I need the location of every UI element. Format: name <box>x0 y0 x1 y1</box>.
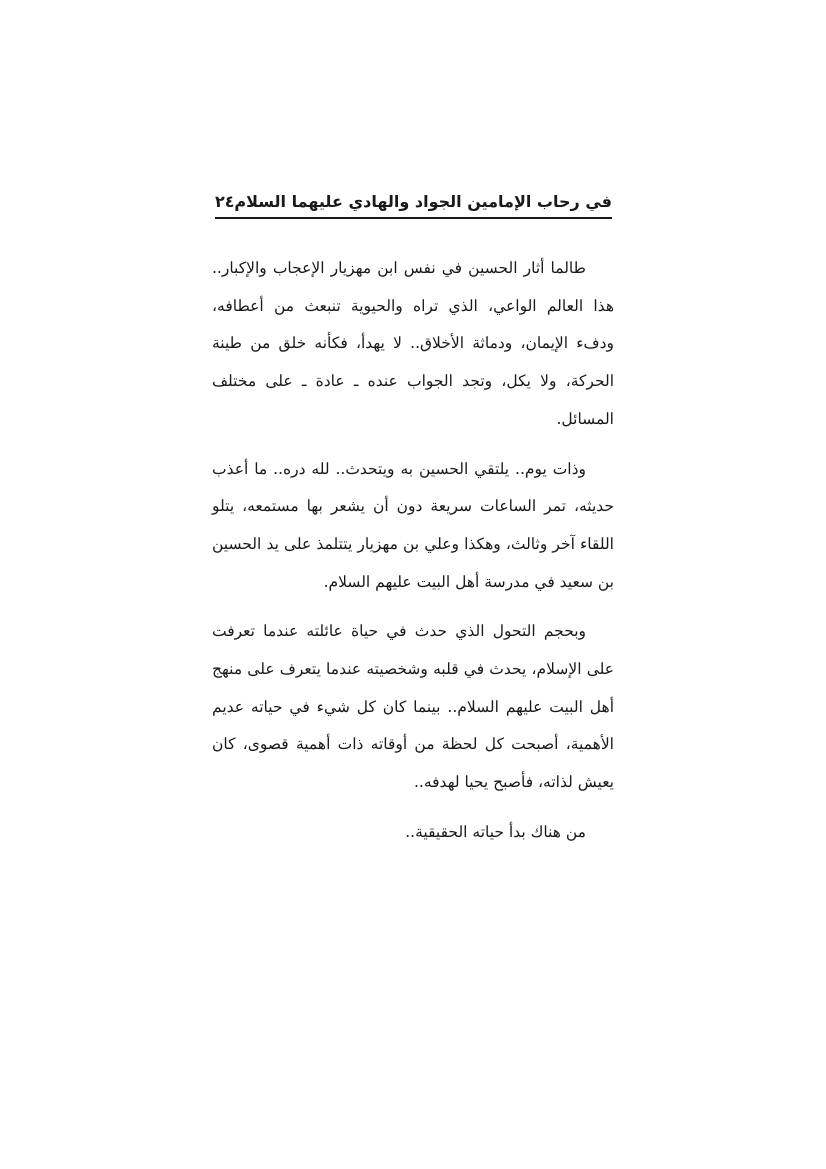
book-title: في رحاب الإمامين الجواد والهادي عليهما السلام <box>234 192 612 211</box>
running-header <box>215 190 612 218</box>
paragraph-3: وبحجم التحول الذي حدث في حياة عائلته عندما تعرفت على الإسلام، يحدث في قلبه وشخصيته عندما يتعرف على منهج أهل البيت عليهم السلام.. بينما كان كل شيء في حياته عديم الأهمية، أصبحت كل لحظة من أوقاته ذات أهمية قصوى، كان يعيش لذاته، فأصبح يحيا لهدفه.. <box>212 622 614 792</box>
header-divider <box>215 217 612 219</box>
page-body <box>212 250 614 864</box>
paragraph-2: وذات يوم.. يلتقي الحسين به ويتحدث.. لله دره.. ما أعذب حديثه، تمر الساعات سريعة دون أن يشعر بها مستمعه، يتلو اللقاء آخر وثالث، وهكذا وعلي بن مهزيار يتتلمذ على يد الحسين بن سعيد في مدرسة أهل البيت عليهم السلام. <box>212 459 614 591</box>
paragraph-4: من هناك بدأ حياته الحقيقية.. <box>405 822 586 841</box>
page-number: ٢٤ <box>215 192 235 211</box>
paragraph-1: طالما أثار الحسين في نفس ابن مهزيار الإعجاب والإكبار.. هذا العالم الواعي، الذي تراه والحيوية تنبعث من أعطافه، ودفء الإيمان، ودماثة الأخلاق.. لا يهدأ، فكأنه خلق من طينة الحركة، ولا يكل، وتجد الجواب عنده ـ عادة ـ على مختلف المسائل. <box>212 259 614 428</box>
